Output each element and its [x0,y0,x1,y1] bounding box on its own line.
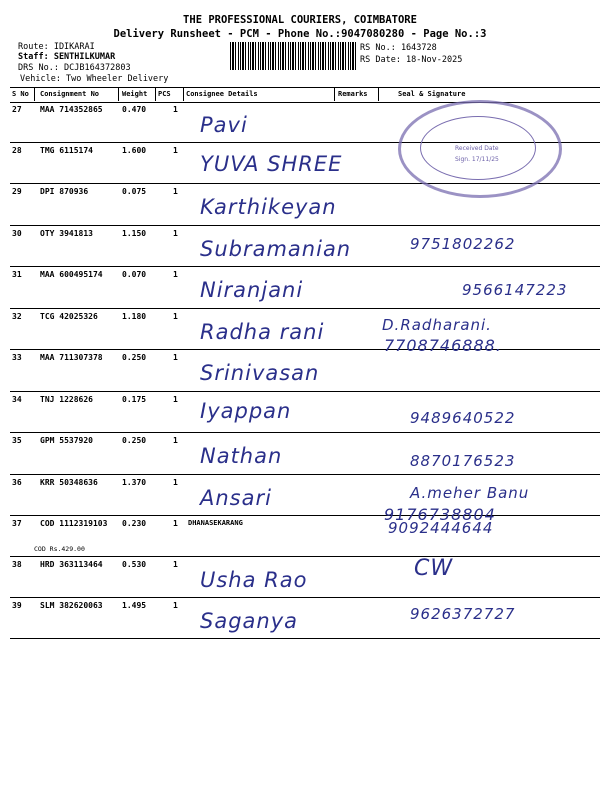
table-row [10,266,600,309]
row-pcs: 1 [173,187,178,196]
row-pcs: 1 [173,601,178,610]
row-consignee: Iyappan [200,399,292,423]
row-signature: 9626372727 [410,605,516,623]
table-row [10,349,600,392]
table-row [10,556,600,598]
company-title: THE PROFESSIONAL COURIERS, COIMBATORE [183,14,417,26]
row-signature: 8870176523 [410,452,516,470]
rs-number: RS No.: 1643728 [360,43,437,53]
row-consignment-no: COD 1112319103 [40,519,108,528]
row-pcs: 1 [173,395,178,404]
row-sno: 29 [12,187,22,196]
col-sno: S No [12,90,29,98]
row-consignment-no: DPI 870936 [40,187,89,196]
row-pcs: 1 [173,270,178,279]
row-weight: 0.070 [122,270,147,279]
row-pcs: 1 [173,519,178,528]
row-pcs: 1 [173,353,178,362]
row-weight: 0.230 [122,519,147,528]
row-pcs: 1 [173,146,178,155]
row-sno: 35 [12,436,22,445]
row-consignment-no: MAA 714352865 [40,105,103,114]
row-weight: 1.370 [122,478,147,487]
row-signature: 9751802262 [410,235,516,253]
row-pcs: 1 [173,478,178,487]
row-weight: 0.530 [122,560,147,569]
row-signature: D.Radharani. [382,316,492,334]
row-sno: 36 [12,478,22,487]
col-pcs: PCS [158,90,171,98]
row-sno: 37 [12,519,22,528]
drs-label: DRS No.: DCJB164372803 [18,63,131,73]
col-consignee: Consignee Details [186,90,258,98]
stamp-received-text: Received Date [455,145,499,152]
row-consignee: Ansari [200,486,272,510]
row-consignment-no: TCG 42025326 [40,312,98,321]
row-signature: 9092444644 [388,519,494,537]
row-consignee: Karthikeyan [200,195,337,219]
col-weight: Weight [122,90,148,98]
table-row [10,391,600,433]
staff-label: Staff: SENTHILKUMAR [18,52,116,62]
row-weight: 0.075 [122,187,147,196]
row-consignment-no: MAA 711307378 [40,353,103,362]
row-signature: CW [414,556,454,581]
row-weight: 1.180 [122,312,147,321]
row-pcs: 1 [173,229,178,238]
row-sno: 38 [12,560,22,569]
row-pcs: 1 [173,312,178,321]
row-consignment-no: HRD 363113464 [40,560,103,569]
cod-amount: COD Rs.429.00 [34,545,85,553]
row-consignee: YUVA SHREE [200,152,343,176]
row-consignment-no: TMG 6115174 [40,146,93,155]
table-row [10,308,600,350]
row-consignment-no: GPM 5537920 [40,436,93,445]
col-consignment: Consignment No [40,90,100,98]
stamp-sign-text: Sign. 17/11/25 [455,156,499,163]
handwritten-phone: 7708746888. [384,336,502,355]
row-sno: 34 [12,395,22,404]
row-weight: 1.495 [122,601,147,610]
row-signature: 9489640522 [410,409,516,427]
row-pcs: 1 [173,436,178,445]
row-pcs: 1 [173,560,178,569]
row-sno: 30 [12,229,22,238]
row-sno: 31 [12,270,22,279]
row-consignment-no: SLM 382620063 [40,601,103,610]
row-consignee: Nathan [200,444,283,468]
row-sno: 39 [12,601,22,610]
rs-date: RS Date: 18-Nov-2025 [360,55,463,65]
table-row [10,515,600,557]
runsheet-subtitle: Delivery Runsheet - PCM - Phone No.:9047080280 - Page No.:3 [113,28,487,40]
row-sno: 33 [12,353,22,362]
row-sno: 32 [12,312,22,321]
row-signature: 9566147223 [462,281,568,299]
row-consignee: Radha rani [200,320,325,344]
row-consignee: Usha Rao [200,568,308,592]
row-consignee: Srinivasan [200,361,320,385]
table-row [10,432,600,475]
col-remarks: Remarks [338,90,368,98]
col-seal: Seal & Signature [398,90,466,98]
table-row [10,597,600,639]
row-weight: 0.175 [122,395,147,404]
row-consignee: Niranjani [200,278,304,302]
row-weight: 1.600 [122,146,147,155]
vehicle-label: Vehicle: Two Wheeler Delivery [20,74,169,84]
row-pcs: 1 [173,105,178,114]
row-consignee: Pavi [200,113,248,137]
table-row [10,474,600,516]
row-weight: 0.250 [122,436,147,445]
row-consignment-no: MAA 600495174 [40,270,103,279]
row-sno: 28 [12,146,22,155]
row-weight: 0.470 [122,105,147,114]
row-signature: A.meher Banu [410,484,530,502]
row-consignment-no: TNJ 1228626 [40,395,93,404]
row-consignee: Saganya [200,609,299,633]
row-consignee: Subramanian [200,237,352,261]
row-weight: 0.250 [122,353,147,362]
row-consignment-no: KRR 50348636 [40,478,98,487]
route-label: Route: IDIKARAI [18,42,95,52]
barcode [230,42,356,70]
row-consignment-no: OTY 3941813 [40,229,93,238]
row-weight: 1.150 [122,229,147,238]
handwritten-phone: 9176738804 [384,505,496,524]
table-row [10,225,600,267]
row-consignee: DHANASEKARANG [188,519,243,527]
row-sno: 27 [12,105,22,114]
